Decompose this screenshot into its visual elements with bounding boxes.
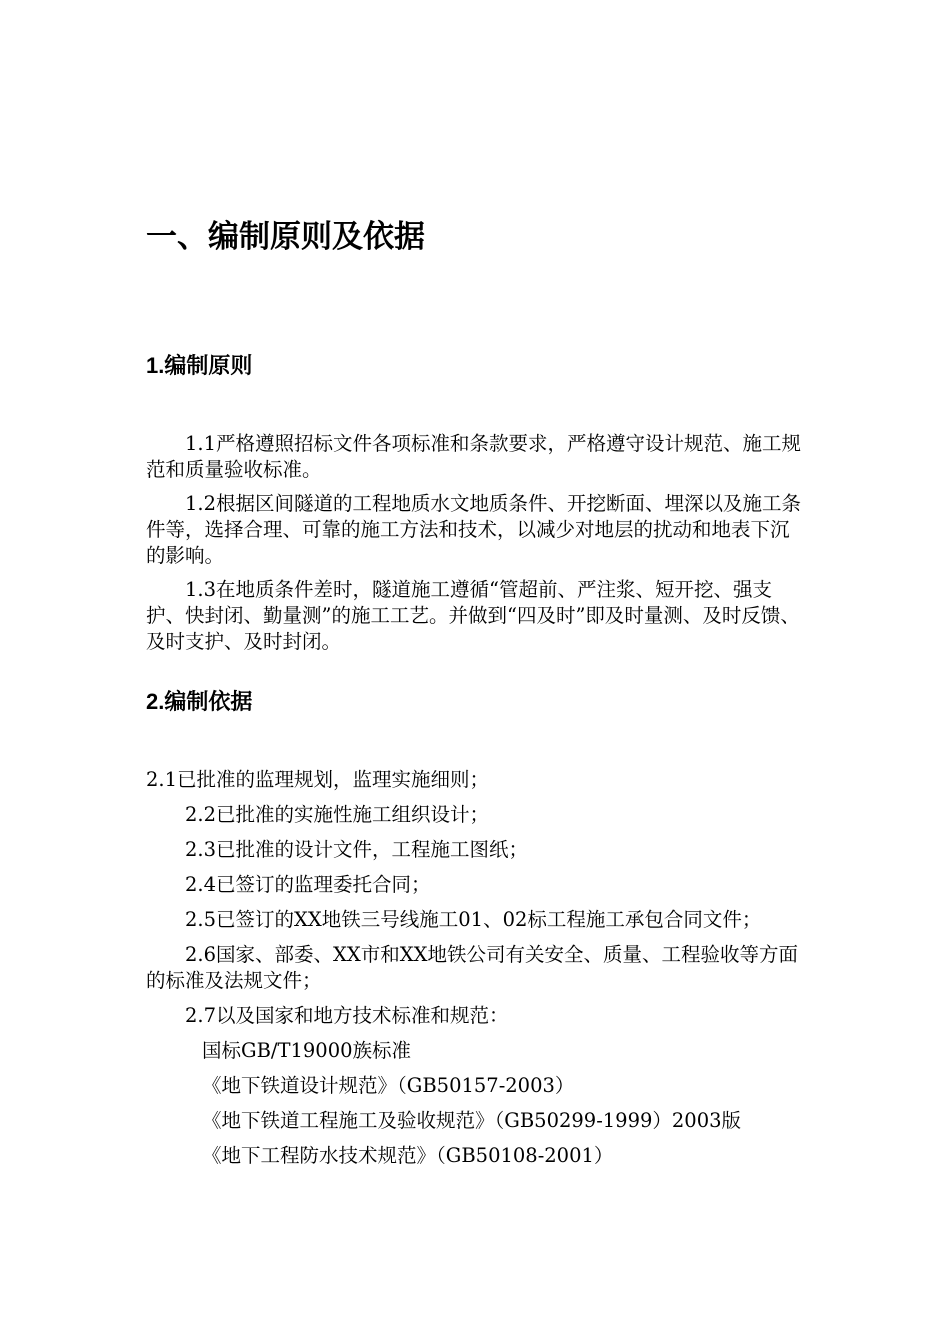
list-item: 2.7以及国家和地方技术标准和规范： bbox=[185, 1004, 509, 1027]
paragraph: 1.2根据区间隧道的工程地质水文地质条件、开挖断面、埋深以及施工条件等，选择合理、可靠的施工方法和技术，以减少对地层的扰动和地表下沉的影响。 bbox=[146, 492, 802, 567]
standard-item: 国标GB/T19000族标准 bbox=[202, 1039, 412, 1062]
list-item: 2.5已签订的XX地铁三号线施工01、02标工程施工承包合同文件； bbox=[185, 908, 762, 931]
page-title: 一、编制原则及依据 bbox=[146, 219, 425, 255]
paragraph: 1.3在地质条件差时，隧道施工遵循“管超前、严注浆、短开挖、强支护、快封闭、勤量测”的施工工艺。并做到“四及时”即及时量测、及时反馈、及时支护、及时封闭。 bbox=[146, 578, 800, 653]
standard-item: 《地下工程防水技术规范》（GB50108-2001） bbox=[202, 1144, 614, 1167]
standard-item: 《地下铁道工程施工及验收规范》（GB50299-1999）2003版 bbox=[202, 1109, 742, 1132]
list-item: 2.1已批准的监理规划，监理实施细则； bbox=[146, 768, 490, 791]
list-item: 2.2已批准的实施性施工组织设计； bbox=[185, 803, 490, 826]
section-title-principles: 1.编制原则 bbox=[146, 353, 253, 378]
list-item: 2.3已批准的设计文件，工程施工图纸； bbox=[185, 838, 529, 861]
section-title-basis: 2.编制依据 bbox=[146, 689, 253, 714]
list-item: 2.4已签订的监理委托合同； bbox=[185, 873, 431, 896]
basis-body bbox=[146, 767, 808, 1178]
list-item: 2.6国家、部委、XX市和XX地铁公司有关安全、质量、工程验收等方面的标准及法规文件； bbox=[146, 943, 799, 992]
standard-item: 《地下铁道设计规范》（GB50157-2003） bbox=[202, 1074, 575, 1097]
paragraph: 1.1严格遵照招标文件各项标准和条款要求，严格遵守设计规范、施工规范和质量验收标准。 bbox=[146, 432, 802, 481]
principles-body bbox=[146, 431, 808, 663]
